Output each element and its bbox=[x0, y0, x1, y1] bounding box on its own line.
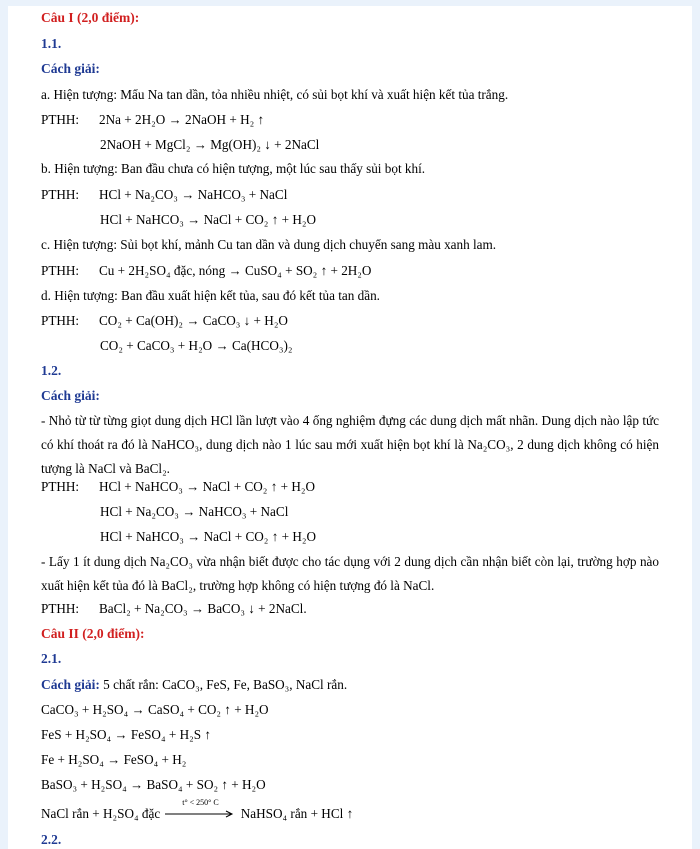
reaction-condition: t° < 250° C bbox=[182, 798, 219, 807]
section-2-1-heading: 2.1. bbox=[41, 651, 62, 666]
equation-1-2-b: HCl + Na₂CO₃ → NaHCO₃ + NaCl bbox=[100, 504, 289, 519]
equation-row-c1 bbox=[41, 263, 371, 279]
pthh-label: PTHH: bbox=[41, 263, 80, 278]
section-1-2-method-label: Cách giải: bbox=[41, 388, 100, 403]
equation-row-d1 bbox=[41, 313, 288, 329]
pthh-label: PTHH: bbox=[41, 187, 80, 202]
page-border-left bbox=[0, 0, 8, 849]
equation-2-1-b: FeS + H₂SO₄ → FeSO₄ + H₂S ↑ bbox=[41, 727, 211, 742]
page-border-top bbox=[0, 0, 700, 6]
equation-a1: 2Na + 2H₂O → 2NaOH + H₂ ↑ bbox=[99, 112, 265, 127]
equation-a2: 2NaOH + MgCl₂ → Mg(OH)₂ ↓ + 2NaCl bbox=[100, 137, 320, 152]
equation-2-1-e bbox=[41, 798, 354, 822]
pthh-label: PTHH: bbox=[41, 313, 80, 328]
equation-row-b1 bbox=[41, 187, 287, 203]
equation-c1: Cu + 2H₂SO₄ đặc, nóng → CuSO₄ + SO₂ ↑ + 2H₂O bbox=[99, 263, 372, 278]
equation-d1: CO₂ + Ca(OH)₂ → CaCO₃ ↓ + H₂O bbox=[99, 313, 288, 328]
section-1-2-paragraph-1: - Nhỏ từ từ từng giọt dung dịch HCl lần lượt vào 4 ống nghiệm đựng các dung dịch mất nhãn. Dung dịch nào lập tức có khí thoát ra đó là NaHCO₃, dung dịch nào 1 lúc sau mới xuất hiện bọt khí là Na₂CO₃, 2 dung dịch không có hiện tượng là NaCl và BaCl₂. bbox=[41, 413, 659, 476]
section-1-1-heading: 1.1. bbox=[41, 36, 62, 51]
question-1-heading: Câu I (2,0 điểm): bbox=[41, 10, 140, 25]
pthh-label: PTHH: bbox=[41, 601, 80, 616]
equation-1-2-a: HCl + NaHCO₃ → NaCl + CO₂ ↑ + H₂O bbox=[99, 479, 315, 494]
equation-2-1-a: CaCO₃ + H₂SO₄ → CaSO₄ + CO₂ ↑ + H₂O bbox=[41, 702, 269, 717]
pthh-label: PTHH: bbox=[41, 112, 80, 127]
equation-2-1-e-right: NaHSO₄ rắn + HCl ↑ bbox=[240, 806, 354, 821]
page-border-right bbox=[692, 0, 700, 849]
equation-2-1-d: BaSO₃ + H₂SO₄ → BaSO₄ + SO₂ ↑ + H₂O bbox=[41, 777, 266, 792]
equation-2-1-c: Fe + H₂SO₄ → FeSO₄ + H₂ bbox=[41, 752, 187, 767]
pthh-label: PTHH: bbox=[41, 479, 80, 494]
phenomenon-c: c. Hiện tượng: Sủi bọt khí, mảnh Cu tan dần và dung dịch chuyển sang màu xanh lam. bbox=[41, 237, 497, 252]
phenomenon-a: a. Hiện tượng: Mẩu Na tan dần, tỏa nhiều nhiệt, có sủi bọt khí và xuất hiện kết tủa trắng. bbox=[41, 87, 509, 102]
equation-b2: HCl + NaHCO₃ → NaCl + CO₂ ↑ + H₂O bbox=[100, 212, 316, 227]
question-2-heading: Câu II (2,0 điểm): bbox=[41, 626, 145, 641]
equation-1-2-c: HCl + NaHCO₃ → NaCl + CO₂ ↑ + H₂O bbox=[100, 529, 316, 544]
equation-2-1-e-left: NaCl rắn + H₂SO₄ đặc bbox=[41, 806, 161, 821]
section-2-1-intro-row bbox=[41, 677, 347, 693]
equation-b1: HCl + Na₂CO₃ → NaHCO₃ + NaCl bbox=[99, 187, 288, 202]
section-2-1-intro: 5 chất rắn: CaCO₃, FeS, Fe, BaSO₃, NaCl rắn. bbox=[103, 677, 348, 692]
section-2-2-heading: 2.2. bbox=[41, 832, 62, 847]
phenomenon-d: d. Hiện tượng: Ban đầu xuất hiện kết tủa, sau đó kết tủa tan dần. bbox=[41, 288, 380, 303]
section-2-1-method-label: Cách giải: bbox=[41, 677, 100, 692]
equation-row-1-2-a bbox=[41, 479, 315, 495]
phenomenon-b: b. Hiện tượng: Ban đầu chưa có hiện tượng, một lúc sau thấy sủi bọt khí. bbox=[41, 161, 426, 176]
equation-d2: CO₂ + CaCO₃ + H₂O → Ca(HCO₃)₂ bbox=[100, 338, 293, 353]
equation-row-1-2-d bbox=[41, 601, 307, 617]
reaction-arrow bbox=[163, 798, 237, 822]
section-1-1-method-label: Cách giải: bbox=[41, 61, 100, 76]
equation-1-2-d: BaCl₂ + Na₂CO₃ → BaCO₃ ↓ + 2NaCl. bbox=[99, 601, 307, 616]
equation-row-a1 bbox=[41, 112, 264, 128]
section-1-2-heading: 1.2. bbox=[41, 363, 62, 378]
section-1-2-paragraph-2: - Lấy 1 ít dung dịch Na₂CO₃ vừa nhận biết được cho tác dụng với 2 dung dịch cần nhận biết còn lại, trường hợp nào xuất hiện kết tủa đó là BaCl₂, trường hợp không có hiện tượng đó là NaCl. bbox=[41, 554, 659, 593]
long-arrow-icon bbox=[163, 810, 237, 818]
